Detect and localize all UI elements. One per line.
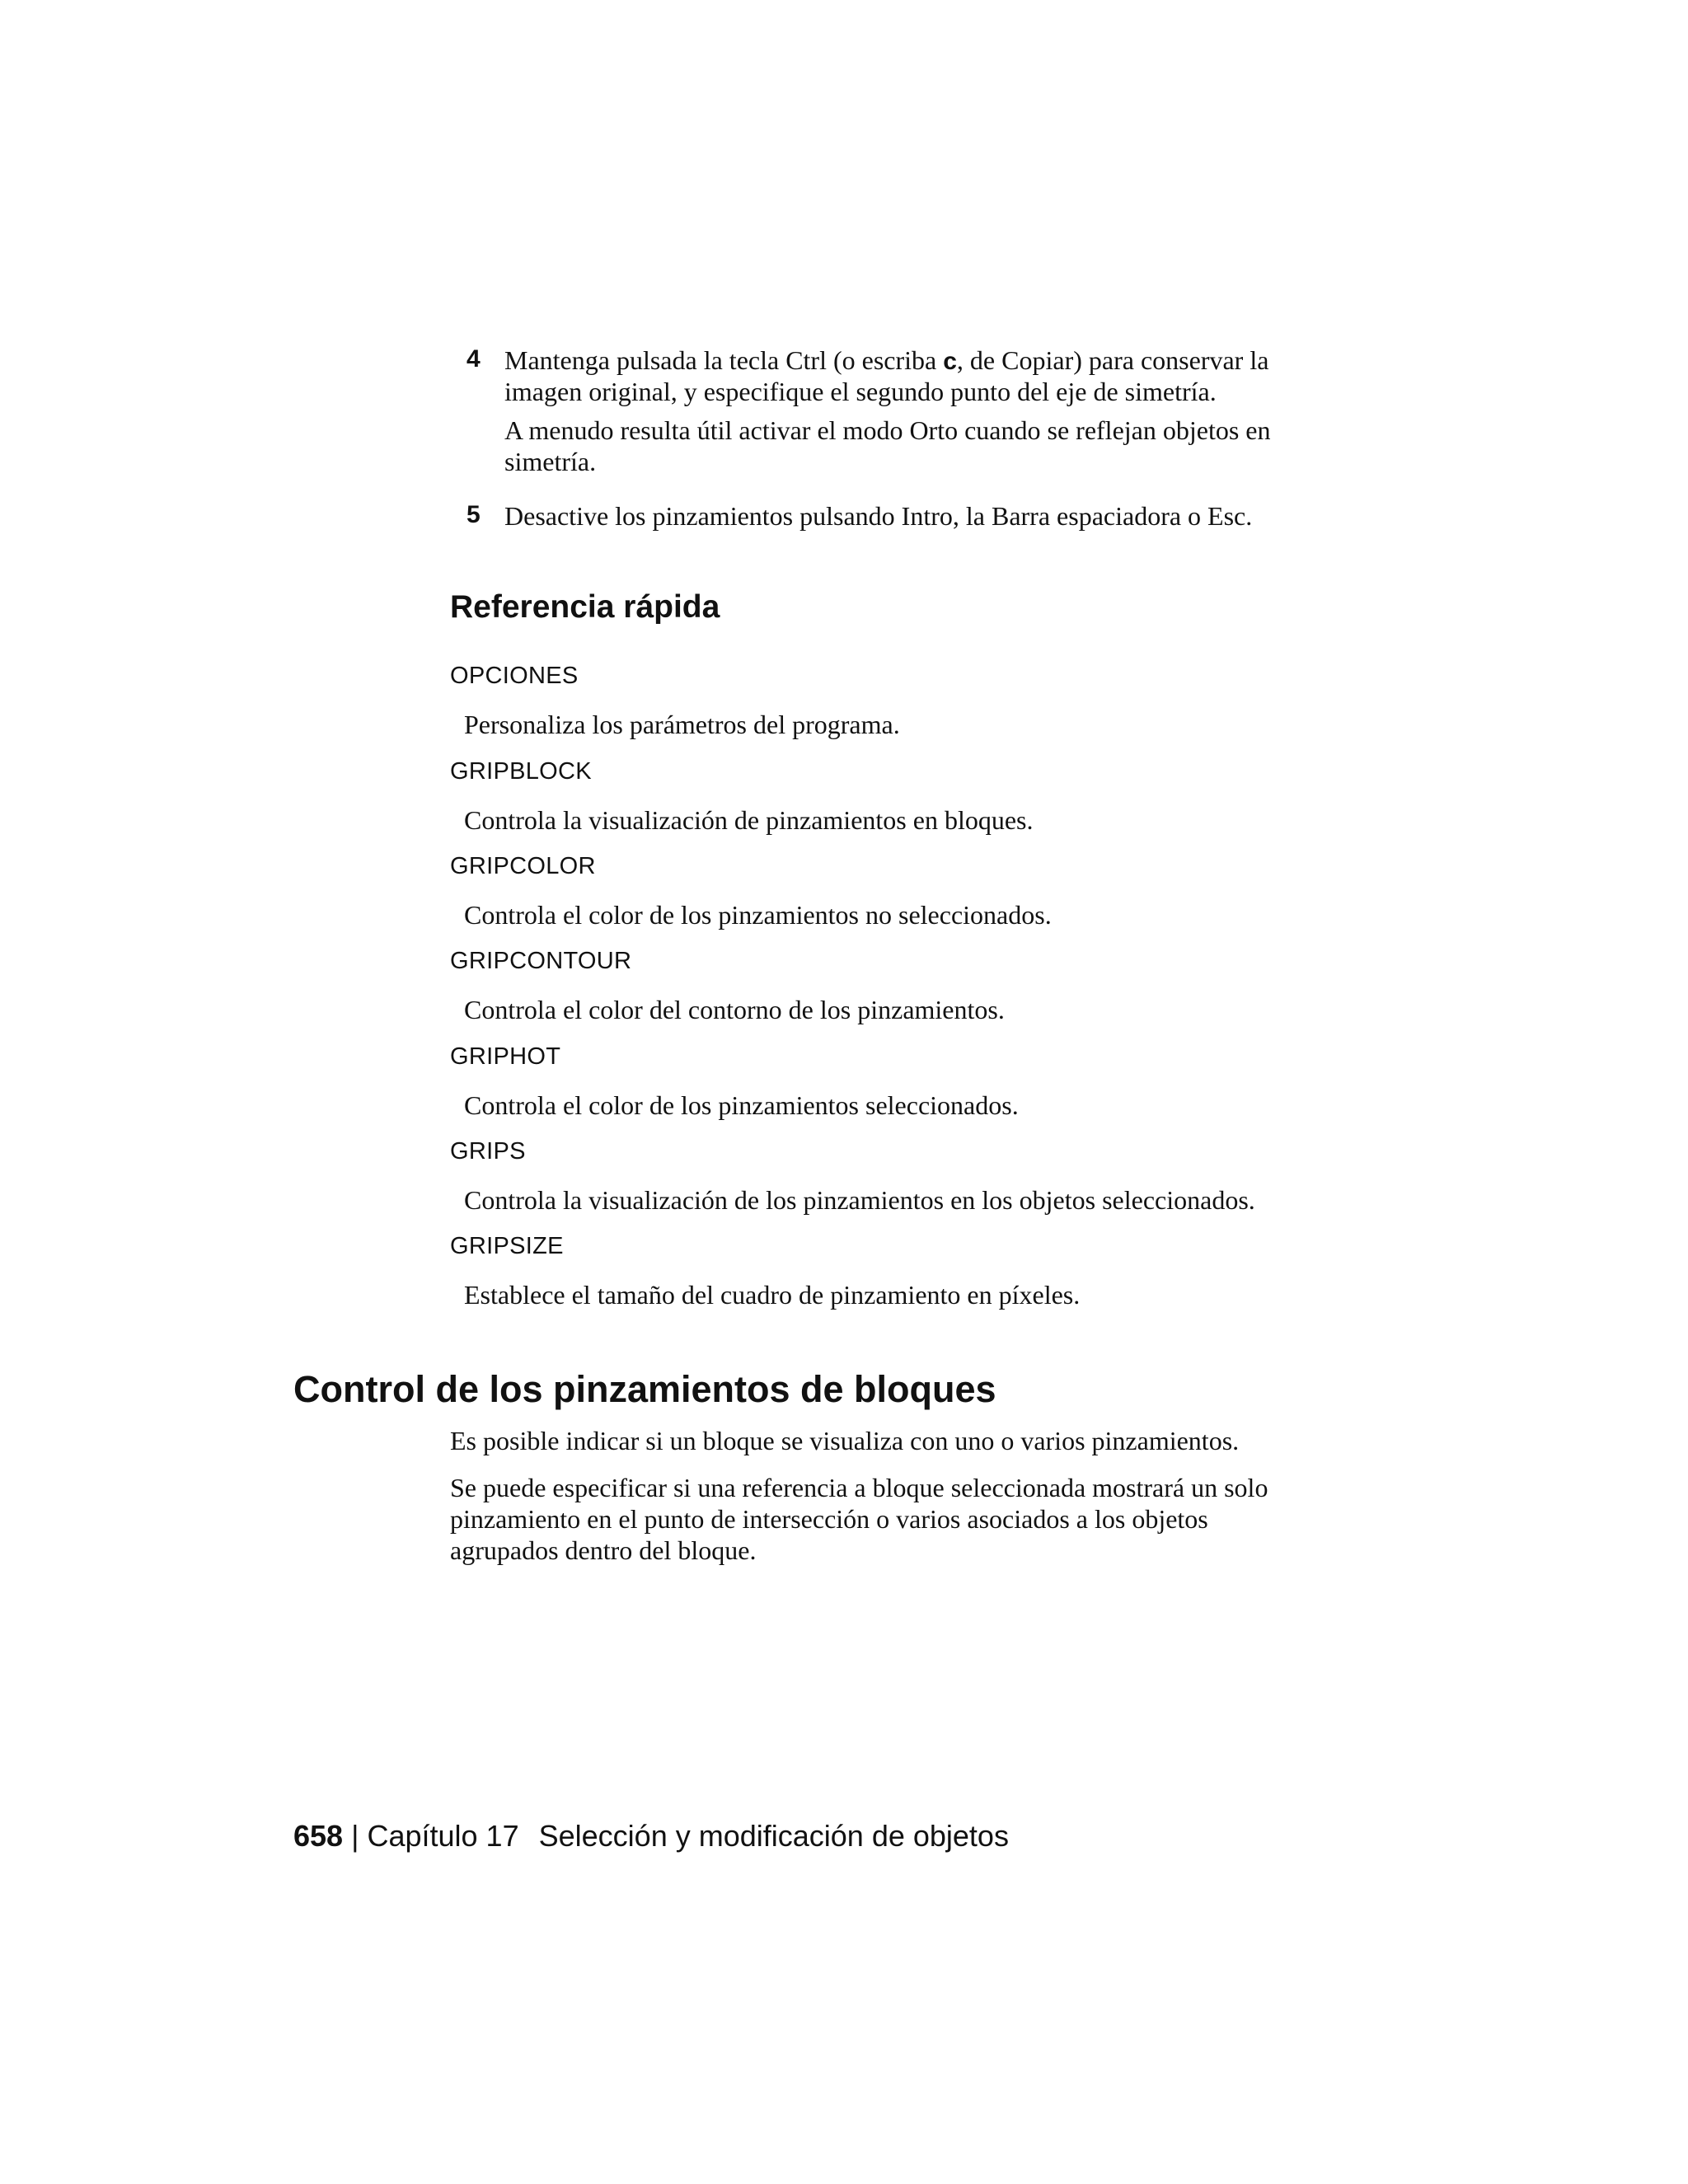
paragraph-line: Se puede especificar si una referencia a bloque seleccionada mostrará un solo xyxy=(450,1473,1268,1502)
step-number: 4 xyxy=(467,345,481,373)
paragraph-line: agrupados dentro del bloque. xyxy=(450,1535,757,1565)
quick-reference-title: Referencia rápida xyxy=(450,589,720,625)
page-number: 658 xyxy=(293,1819,344,1853)
command-description: Controla el color de los pinzamientos no seleccionados. xyxy=(464,900,1052,930)
command-name[interactable]: OPCIONES xyxy=(450,663,579,689)
command-name[interactable]: GRIPBLOCK xyxy=(450,758,592,785)
command-description: Controla el color del contorno de los pinzamientos. xyxy=(464,995,1005,1024)
page-footer xyxy=(293,1819,1009,1854)
command-description: Controla la visualización de los pinzamientos en los objetos seleccionados. xyxy=(464,1185,1255,1215)
step-number: 5 xyxy=(467,501,481,528)
command-description: Controla el color de los pinzamientos seleccionados. xyxy=(464,1090,1019,1120)
section-title: Control de los pinzamientos de bloques xyxy=(293,1368,996,1410)
step-note-line: A menudo resulta útil activar el modo Orto cuando se reflejan objetos en xyxy=(504,415,1271,445)
command-name[interactable]: GRIPCOLOR xyxy=(450,853,596,879)
chapter-label: Capítulo 17 xyxy=(367,1819,519,1853)
step-text: , de Copiar) para conservar la xyxy=(956,345,1269,375)
command-name[interactable]: GRIPSIZE xyxy=(450,1233,564,1259)
step-text-line xyxy=(504,344,1268,377)
step-text: Mantenga pulsada la tecla Ctrl (o escriba xyxy=(504,345,944,375)
command-name[interactable]: GRIPHOT xyxy=(450,1043,561,1070)
step-text-line: imagen original, y especifique el segundo punto del eje de simetría. xyxy=(504,377,1217,406)
command-name[interactable]: GRIPCONTOUR xyxy=(450,948,632,974)
command-description: Personaliza los parámetros del programa. xyxy=(464,710,900,739)
paragraph-line: pinzamiento en el punto de intersección o varios asociados a los objetos xyxy=(450,1504,1208,1534)
step-note-line: simetría. xyxy=(504,447,597,476)
step-text-line: Desactive los pinzamientos pulsando Intro, la Barra espaciadora o Esc. xyxy=(504,501,1253,531)
chapter-title: Selección y modificación de objetos xyxy=(538,1819,1009,1853)
command-name[interactable]: GRIPS xyxy=(450,1138,526,1165)
section-paragraph: Es posible indicar si un bloque se visualiza con uno o varios pinzamientos. xyxy=(450,1426,1240,1455)
footer-separator: | xyxy=(351,1819,359,1853)
key-letter: c xyxy=(943,348,957,375)
command-description: Establece el tamaño del cuadro de pinzamiento en píxeles. xyxy=(464,1280,1081,1310)
command-description: Controla la visualización de pinzamientos en bloques. xyxy=(464,805,1034,835)
